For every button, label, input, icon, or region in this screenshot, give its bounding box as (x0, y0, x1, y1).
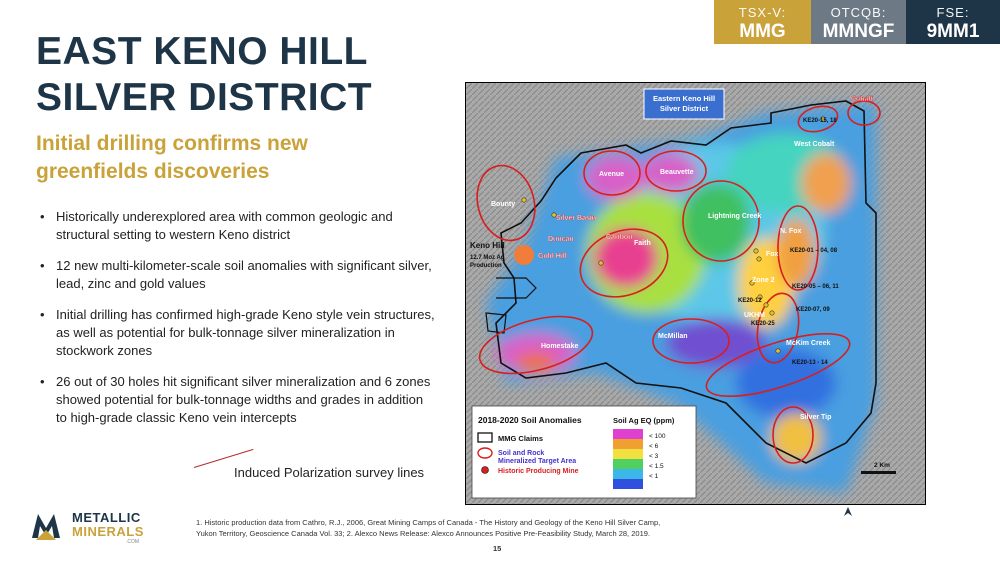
legend-mine-label: Historic Producing Mine (498, 468, 579, 475)
target-label: McKim Creek (786, 340, 831, 347)
target-label: Avenue (599, 171, 625, 178)
target-label: Faith (634, 240, 651, 247)
scale-label: < 1 (649, 473, 659, 480)
ticker-tsxv (714, 0, 811, 44)
bullet-item: • 26 out of 30 holes hit significant silver mineralization and 6 zones showed potential for bulk-tonnage widths and grades in addition to high-grade classic Keno vein intercepts (36, 373, 436, 427)
logo-line2: MINERALS (72, 524, 144, 539)
ticker-otcqb (811, 0, 906, 44)
ip-legend-label: Induced Polarization survey lines (234, 465, 425, 480)
legend-scale-title: Soil Ag EQ (ppm) (613, 416, 675, 425)
legend-claims-label: MMG Claims (498, 434, 544, 443)
map-title-line2: Silver District (659, 104, 709, 113)
ticker-exchange: FSE: (936, 5, 970, 20)
bullet-item: • Historically underexplored area with common geologic and structural setting to western Keno district (36, 208, 436, 244)
drill-label: KE20-05 – 06, 11 (792, 284, 839, 290)
keno-hill-mine-marker (514, 245, 534, 265)
target-label: McMillan (658, 333, 688, 340)
ticker-symbol: 9MM1 (926, 21, 980, 42)
drill-label: KE20-12 (738, 298, 762, 304)
legend-title: 2018-2020 Soil Anomalies (478, 415, 582, 425)
ticker-fse (906, 0, 1000, 44)
district-map (465, 82, 926, 505)
drill-label: KE20-01 – 04, 08 (790, 248, 838, 254)
scale-label: < 3 (649, 453, 659, 460)
target-label: Cobalt (851, 96, 873, 103)
bullet-list (36, 208, 436, 440)
scale-label: < 6 (649, 443, 659, 450)
page-title-line2: SILVER DISTRICT (36, 76, 373, 119)
scalebar (861, 471, 896, 474)
drill-label: KE20-25 (751, 321, 775, 327)
keno-hill-production-line2: Production (470, 263, 502, 269)
bullet-item: • Initial drilling has confirmed high-grade Keno style vein structures, as well as potential for bulk-tonnage silver mineralization in stockwork zones (36, 306, 436, 360)
target-label: UKHM (744, 312, 765, 319)
drill-label: KE20-15, 18 (803, 118, 837, 124)
map-title-line1: Eastern Keno Hill (652, 94, 716, 103)
ticker-symbol: MMG (739, 21, 786, 42)
footnote (196, 517, 756, 539)
color-scale (613, 429, 643, 489)
target-label: Beauvette (660, 169, 694, 176)
scalebar-label: 2 Km (874, 462, 890, 469)
subtitle: Initial drilling confirms new greenfields discoveries (36, 132, 308, 183)
logo-wordmark (72, 511, 144, 539)
ticker-exchange: OTCQB: (830, 5, 887, 20)
target-label: Duncan (548, 236, 574, 243)
target-label: Homestake (541, 343, 579, 350)
target-label: Silver Basin (556, 215, 597, 222)
drill-label: KE20-07, 09 (796, 307, 830, 313)
logo-line1: METALLIC (72, 510, 141, 525)
page-title-line1: EAST KENO HILL (36, 30, 369, 73)
target-label: Silver Tip (800, 414, 832, 421)
legend-soil-line1: Soil and Rock (498, 450, 545, 457)
ticker-exchange: TSX-V: (738, 5, 787, 20)
legend-soil-line2: Mineralized Target Area (498, 458, 577, 465)
target-label: Lightning Creek (708, 213, 762, 220)
mine-swatch (482, 467, 489, 474)
target-label: Fox (766, 251, 779, 258)
target-label: Caribou (606, 234, 633, 241)
north-arrow-icon (843, 507, 853, 517)
target-label: Bounty (491, 201, 516, 208)
footnote-line2: Yukon Territory, Geoscience Canada Vol. 33; 2. Alexco News Release: Alexco Announces Positive Pre-Feasibility Study, March 28, 2019. (196, 529, 650, 538)
target-label: Zone 2 (752, 277, 775, 284)
map-canvas (466, 83, 925, 504)
logo-suffix: .COM (126, 539, 140, 545)
keno-hill-production-line1: 12.7 Moz Ag (470, 255, 505, 261)
target-label: Gold Hill (538, 253, 567, 260)
keno-hill-label: Keno Hill (470, 241, 505, 250)
bullet-item: • 12 new multi-kilometer-scale soil anomalies with significant silver, lead, zinc and gold values (36, 257, 436, 293)
drill-label: KE20-13 - 14 (792, 360, 828, 366)
page-number: 15 (493, 544, 502, 553)
scale-label: < 100 (649, 433, 666, 440)
target-label: West Cobalt (794, 141, 835, 148)
ticker-symbol: MMNGF (822, 21, 895, 42)
target-label: N. Fox (780, 228, 802, 235)
scale-label: < 1.5 (649, 463, 664, 470)
footnote-line1: 1. Historic production data from Cathro, R.J., 2006, Great Mining Camps of Canada - The History and Geology of the Keno Hill Silver Camp, (196, 518, 661, 527)
